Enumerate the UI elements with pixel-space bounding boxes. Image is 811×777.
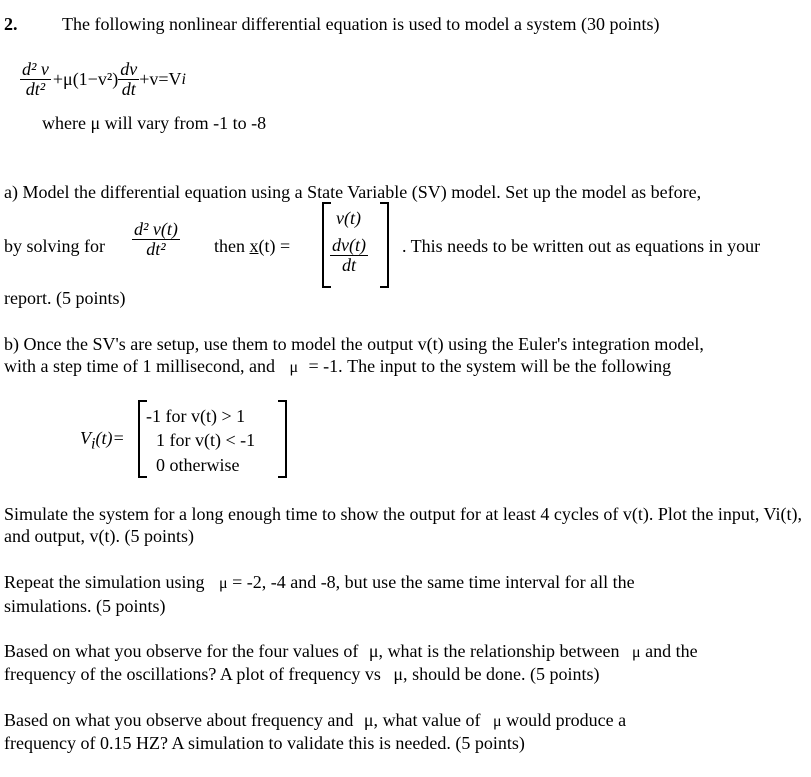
part-a-tail: . This needs to be written out as equations in your — [402, 236, 761, 256]
case-less-than: 1 for v(t) < -1 — [156, 430, 256, 450]
based-frequency-line1: Based on what you observe for the four values of μ, what is the relationship between μ and the — [4, 641, 698, 661]
repeat-line1: Repeat the simulation using μ = -2, -4 and -8, but use the same time interval for all the — [4, 572, 635, 592]
state-vector-top: v(t) — [336, 208, 361, 228]
second-derivative-fraction: $\frac{\text{d² v}}{\text{dt²}}$ — [22, 59, 49, 99]
case-otherwise: 0 otherwise — [156, 455, 240, 475]
equation-tail: +v=V — [139, 68, 182, 89]
mu-range-note: where μ will vary from -1 to -8 — [42, 113, 267, 133]
problem-title: The following nonlinear differential equation is used to model a system (30 points) — [62, 14, 660, 34]
based-value-line1: Based on what you observe about frequency and μ, what value of μ would produce a — [4, 710, 627, 730]
first-derivative-fraction: $\frac{dv}{dt}$ — [120, 59, 138, 99]
state-vector-label: then x(t) = — [214, 236, 291, 256]
problem-number: 2. — [4, 14, 18, 34]
part-a-line3: report. (5 points) — [4, 288, 126, 308]
state-vector-right-bracket — [380, 202, 389, 288]
part-b-line1: b) Once the SV's are setup, use them to model the output v(t) using the Euler's integration model, — [4, 334, 704, 354]
cases-right-bracket — [278, 400, 287, 478]
simulate-paragraph: Simulate the system for a long enough time to show the output for at least 4 cycles of v(t). Plot the input, Vi(t), and output, v(t). (5 points) — [4, 504, 802, 546]
equation-subscript: i — [181, 70, 186, 88]
based-value-line2: frequency of 0.15 HZ? A simulation to validate this is needed. (5 points) — [4, 733, 525, 753]
damping-term: +μ(1−v²) — [52, 68, 119, 89]
solve-for-fraction: $\frac{\text{d² v(t)}}{\text{dt²}}$ — [134, 219, 178, 259]
differential-equation — [20, 60, 186, 99]
case-greater-than: -1 for v(t) > 1 — [146, 406, 246, 426]
input-function-label: $V_i(t)=$ — [80, 428, 125, 453]
part-b-line2: with a step time of 1 millisecond, and μ = -1. The input to the system will be the following — [4, 356, 672, 376]
based-frequency-line2: frequency of the oscillations? A plot of frequency vs μ, should be done. (5 points) — [4, 664, 600, 684]
state-vector-derivative: $\frac{dv(t)}{dt}$ — [332, 235, 366, 275]
part-a-by-solving: by solving for — [4, 236, 105, 256]
repeat-line2: simulations. (5 points) — [4, 596, 166, 616]
part-a-line1: a) Model the differential equation using a State Variable (SV) model. Set up the model as before, — [4, 182, 702, 202]
